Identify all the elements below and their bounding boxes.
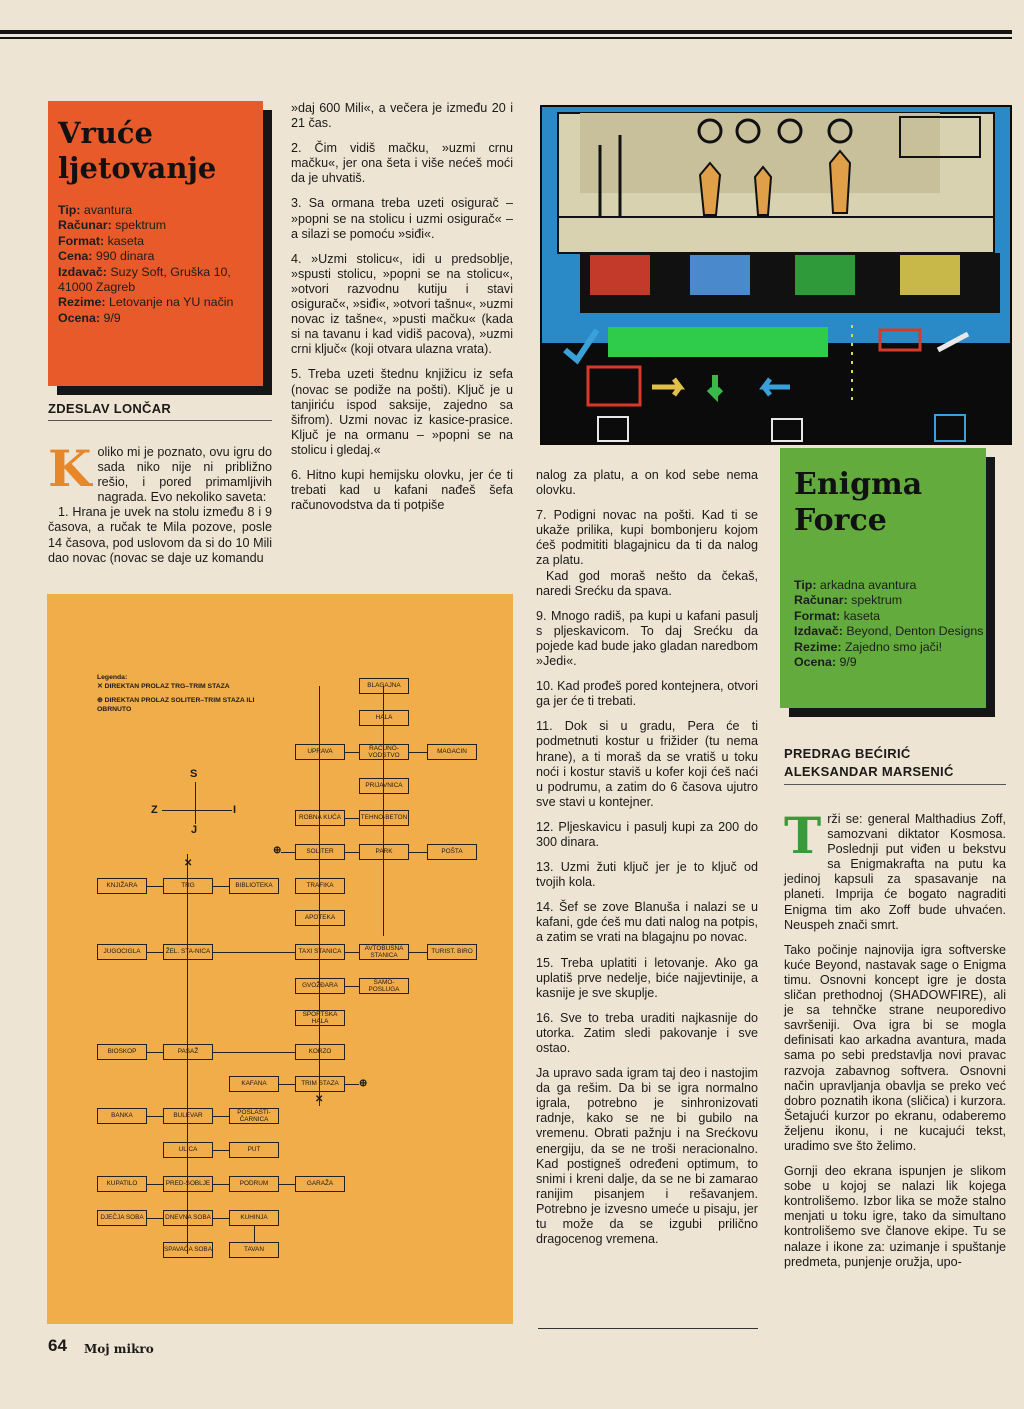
article1-p6: 6. Hitno kupi hemijsku olovku, jer će ti trebati kad u kafani nađeš šefa računovodstva da ti potpiše — [291, 467, 513, 513]
link-decja-dnevna — [147, 1218, 163, 1219]
info-list — [58, 203, 258, 326]
link-trg-biblioteka — [213, 886, 229, 887]
legend-item-2: ⊕ DIREKTAN PROLAZ SOLITER–TRIM STAZA ILI OBRNUTO — [97, 697, 255, 713]
city-map-diagram — [47, 594, 513, 1324]
article1-col2 — [291, 101, 513, 513]
node-kafana: KAFANA — [229, 1076, 279, 1092]
info-publisher: Izdavač: Beyond, Denton Designs — [794, 624, 984, 639]
passage-cross-trim: ✕ — [315, 1094, 324, 1105]
compass-west: Z — [151, 804, 158, 816]
node-uprava: UPRAVA — [295, 744, 345, 760]
link-taxi-autobusna — [345, 952, 359, 953]
article1-p2: 2. Čim vidiš mačku, »uzmi crnu mačku«, jer ona šeta i više nećeš moći da je uhvatiš. — [291, 141, 513, 186]
map-legend — [97, 674, 287, 714]
enigma-force-info-box — [780, 448, 986, 708]
info-type: Tip: avantura — [58, 203, 133, 217]
node-apoteka: APOTEKA — [295, 910, 345, 926]
dropcap-t: T — [784, 806, 822, 865]
enigma-force-screen — [540, 105, 1012, 445]
article2-col — [784, 806, 1006, 1270]
link-uprava-racunovodstvo — [345, 752, 359, 753]
node-kuhinja: KUHINJA — [229, 1210, 279, 1226]
article1-p11: 11. Dok si u gradu, Pera će ti podmetnuti kostur u frižider (tu nema hrane), a ti moraš da se vratiš u toku noći i kostur staviš u kofer koji ćeš naći u podrumu, a zatim do 6 časova ujutro sve stavi u kontejner. — [536, 719, 758, 809]
article1-p7: 7. Podigni novac na pošti. Kad ti se ukaže prilika, kupi bombonjeru kojom ćeš podmititi blagajnicu da ti da nalog za platu. — [536, 508, 758, 568]
box-title-line1: Vruće — [58, 116, 153, 150]
article1-p1-cont: »daj 600 Mili«, a večera je između 20 i 21 čas. — [291, 101, 513, 131]
article1-p9: 9. Mnogo radiš, pa kupi u kafani pasulj s pljeskavicom. To daj Srećku da pojede kad bude jako gladan naredbom »Jedi«. — [536, 608, 758, 669]
node-banka: BANKA — [97, 1108, 147, 1124]
node-trafika: TRAFIKA — [295, 878, 345, 894]
node-kupatilo: KUPATILO — [97, 1176, 147, 1192]
box-title-enigma: Enigma — [794, 467, 923, 502]
node-zel-stanica: ŽEL. STA-NICA — [163, 944, 213, 960]
box-title-force: Force — [794, 503, 887, 538]
info-computer: Računar: spektrum — [58, 218, 167, 233]
node-tavan: TAVAN — [229, 1242, 279, 1258]
node-bulevar: BULEVAR — [163, 1108, 213, 1124]
article1-p16: 16. Sve to treba uraditi najkasnije do utorka. Zatim sledi pakovanje i sve ostao. — [536, 1010, 758, 1055]
link-kuhinja-tavan — [254, 1226, 255, 1242]
article1-p12: 12. Pljeskavicu i pasulj kupi za 200 do 300 dinara. — [536, 819, 758, 849]
article1-p3: 3. Sa ormana treba uzeti osigurač – »popni se na stolicu i uzmi osigurač« – a silazi se pomoću »siđi«. — [291, 196, 513, 241]
node-decja-soba: DJEČJA SOBA — [97, 1210, 147, 1226]
node-posta: POŠTA — [427, 844, 477, 860]
node-racunovodstvo: RAČUNO-VODSTVO — [359, 744, 409, 760]
link-park-posta — [409, 852, 427, 853]
article1-col3 — [536, 468, 758, 1247]
legend-item-1: ✕ DIREKTAN PROLAZ TRG–TRIM STAZA — [97, 682, 230, 690]
article1-p10: 10. Kad prođeš pored kontejnera, otvori ga jer će ti trebati. — [536, 679, 758, 709]
link-gvozdjara-samoposluga — [345, 986, 359, 987]
author-byline: ZDESLAV LONČAR — [48, 401, 172, 416]
node-sportska-hala: SPORTSKA HALA — [295, 1010, 345, 1026]
node-predsoblje: PRED-SOBLJE — [163, 1176, 213, 1192]
node-tehno-beton: TEHNO-BETON — [359, 810, 409, 826]
article1-p14: 14. Šef se zove Blanuša i nalazi se u kafani, gde ćeš mu dati nalog na potpis, a zatim se vrati na blagajnu po novac. — [536, 900, 758, 945]
info-summary: Rezime: Letovanje na YU način — [58, 295, 234, 310]
node-hala: HALA — [359, 710, 409, 726]
info-publisher: Izdavač: Suzy Soft, Gruška 10, 41000 Zagreb — [58, 264, 231, 295]
info-computer: Računar: spektrum — [794, 593, 903, 608]
node-ulica: ULICA — [163, 1142, 213, 1158]
article1-col1 — [48, 439, 272, 566]
legend-title: Legenda: — [97, 674, 128, 681]
info-format: Format: kaseta — [58, 233, 145, 248]
article1-p15: 15. Treba uplatiti i letovanje. Ako ga uplatiš prve nedelje, biće najjevtinije, a kasnije je sve skuplje. — [536, 955, 758, 1000]
info-rating: Ocena: 9/9 — [58, 310, 121, 325]
top-rule-thin — [0, 37, 1012, 39]
dropcap-k: K — [48, 439, 92, 498]
link-robna-tehno — [345, 818, 359, 819]
node-spavaca-soba: SPAVAĆA SOBA — [163, 1242, 213, 1258]
link-pasaz-korzo — [213, 1052, 295, 1053]
author-byline-2: ALEKSANDAR MARSENIĆ — [784, 764, 954, 779]
article1-p17: Ja upravo sada igram taj deo i nastojim da ga rešim. Da bi se igra normalno igrala, potrebno je sinhronizovati radnje, kako se ne bi gubilo na vremenu. Obrati pažnju i na Srećkovu energiju, da se ne troši neracionalno. Kad postigneš određeni optimum, to snimi i kreni dalje, da se ne bi zamarao ranijim pisanjem i rešavanjem. Potrebno je izvesno umeće u pisaju, jer tu može da se izgubi prilično dragocenog vremena. — [536, 1066, 758, 1247]
compass-south: J — [191, 824, 198, 836]
link-ulica-put — [213, 1150, 229, 1151]
node-robna-kuca: ROBNA KUĆA — [295, 810, 345, 826]
node-biblioteka: BIBLIOTEKA — [229, 878, 279, 894]
link-podrum-garaza — [279, 1184, 295, 1185]
node-garaza: GARAŽA — [295, 1176, 345, 1192]
link-predsoblje-podrum — [213, 1184, 229, 1185]
node-taxi-stanica: TAXI STANICA — [295, 944, 345, 960]
byline-rule-right — [784, 784, 1006, 785]
link-autobusna-turist — [409, 952, 427, 953]
link-banka-bulevar — [147, 1116, 163, 1117]
article2-p3: Gornji deo ekrana ispunjen je slikom sobe u kojoj se nalazi lik kojega kontrolišemo. Izbor lika se može stalno menjati u toku igre, tako da simultano kontrolišemo sve članove ekipe. Tu se nalaze i ikone za: uzimanje i spuštanje predmeta, punjenje oružja, upo- — [784, 1164, 1006, 1269]
top-rule — [0, 30, 1012, 34]
info-price: Cena: 990 dinara — [58, 249, 155, 264]
passage-marker-soliter: ⊕ — [273, 845, 282, 856]
compass-north: S — [190, 768, 198, 780]
article1-p8: Kad god moraš nešto da čekaš, naredi Srećku da spava. — [536, 568, 758, 598]
magazine-name: Moj mikro — [84, 1342, 154, 1356]
article1-p5: 5. Treba uzeti štednu knjižicu iz sefa (novac se podiže na pošti). Ključ je u tanjiriću ispod saksije, zajedno sa šifrom). Uzmi novac iz kasice-prasice. Ključ je na ormanu – »popni se na stolicu i gledaj.« — [291, 367, 513, 457]
link-racunovodstvo-magacin — [409, 752, 427, 753]
node-put: PUT — [229, 1142, 279, 1158]
node-soliter: SOLITER — [295, 844, 345, 860]
link-dnevna-kuhinja — [213, 1218, 229, 1219]
author-byline-1: PREDRAG BEĆIRIĆ — [784, 746, 911, 761]
info-rating: Ocena: 9/9 — [794, 655, 857, 670]
compass-ns — [195, 782, 196, 824]
node-trg: TRG — [163, 878, 213, 894]
node-trim-staza: TRIM STAZA — [295, 1076, 345, 1092]
link-jugocigla-zel — [147, 952, 163, 953]
node-knjizara: KNJIŽARA — [97, 878, 147, 894]
node-poslasticarnica: POSLASTI-ČARNICA — [229, 1108, 279, 1124]
column-end-rule — [538, 1328, 758, 1329]
info-summary: Rezime: Zajedno smo jači! — [794, 639, 943, 654]
link-knjizara-trg — [147, 886, 163, 887]
box-title-line2: ljetovanje — [58, 151, 217, 185]
vruce-ljetovanje-info-box — [48, 101, 263, 386]
info-format: Format: kaseta — [794, 608, 881, 623]
link-zel-taxi — [213, 952, 295, 953]
passage-cross-trg: ✕ — [184, 858, 193, 869]
link-kafana-trim — [279, 1084, 295, 1085]
node-jugocigla: JUGOCIGLA — [97, 944, 147, 960]
node-samoposluga: SAMO-POSLUGA — [359, 978, 409, 994]
node-park: PARK — [359, 844, 409, 860]
article1-p1: 1. Hrana je uvek na stolu između 8 i 9 časova, a ručak te Mila pozove, posle 14 časova, pod uslovom da si do 10 Mili dao novac (novac se daje uz komandu — [48, 505, 272, 565]
enigma-info-list — [794, 578, 984, 670]
link-soliter-left — [281, 852, 295, 853]
page-number: 64 — [48, 1336, 67, 1355]
node-turist-biro: TURIST. BIRO — [427, 944, 477, 960]
node-pasaz: PASAŽ — [163, 1044, 213, 1060]
byline-rule — [48, 420, 272, 421]
node-korzo: KORZO — [295, 1044, 345, 1060]
article1-intro: oliko mi je poznato, ovu igru do sada niko nije ni približno rešio, i pored primamljivih nagrada. Evo nekoliko saveta: — [97, 445, 272, 505]
link-bulevar-poslasticarnica — [213, 1116, 229, 1117]
game-screenshot — [540, 105, 1012, 445]
article2-p2: Tako počinje najnovija igra softverske kuće Beyond, nastavak sage o Enigma timu. Osnovni koncept igre je dosta sličan prethodnoj (SHADOWFIRE), ali je sa tehnčke strane neuporedivo savršeniji. Ova igra bi se mogla definisati kao arkadna avantura, mada sama po sebi predstavlja novi pravac razvoja zabavnog softvera. Osnovni način upravljanja obavlja se preko već dobro poznatih ikona (sličica) i kurzora. Šetajući kurzor po ekranu, odaberemo željenu ikonu, i ne kucajući tekst, uradimo sve što želimo. — [784, 942, 1006, 1153]
passage-marker-trim: ⊕ — [359, 1078, 368, 1089]
node-podrum: PODRUM — [229, 1176, 279, 1192]
node-gvozdjara: GVOŽĐARA — [295, 978, 345, 994]
article1-p13: 13. Uzmi žuti ključ jer je to ključ od tvojih kola. — [536, 860, 758, 890]
link-soliter-park — [345, 852, 359, 853]
node-autobusna-stanica: AVTOBUSNA STANICA — [359, 944, 409, 960]
article1-p6-cont: nalog za platu, a on kod sebe nema olovku. — [536, 468, 758, 498]
link-trim-right — [345, 1084, 359, 1085]
node-blagajna: BLAGAJNA — [359, 678, 409, 694]
article2-intro: rži se: general Malthadius Zoff, samozvani diktator Kosmosa. Poslednji put viđen u bekstvu sa Enigmakrafta na putu ka jedinoj kapsuli za spasavanje na planeti. Imprija će bogato nagraditi Enigma tim ako Zoff bude uhvaćen. Neuspeh znači smrt. — [784, 812, 1006, 932]
node-bioskop: BIOSKOP — [97, 1044, 147, 1060]
compass-ew — [162, 810, 232, 811]
node-prijavnica: PRIJAVNICA — [359, 778, 409, 794]
article1-p4: 4. »Uzmi stolicu«, idi u predsoblje, »spusti stolicu, »popni se na stolicu«, »otvori razvodnu kutiju i stavi osigurač«, »siđi«, »otvori tašnu«, »uzmi novac iz tašne«, »pusti mačku« (kada si na tavanu i kad vidiš pacova), »uzmi crni ključ« (koji otvara ulazna vrata). — [291, 251, 513, 357]
info-type: Tip: arkadna avantura — [794, 578, 917, 592]
compass-east: I — [233, 804, 237, 816]
link-kupatilo-predsoblje — [147, 1184, 163, 1185]
node-magacin: MAGACIN — [427, 744, 477, 760]
link-bioskop-pasaz — [147, 1052, 163, 1053]
node-dnevna-soba: DNEVNA SOBA — [163, 1210, 213, 1226]
